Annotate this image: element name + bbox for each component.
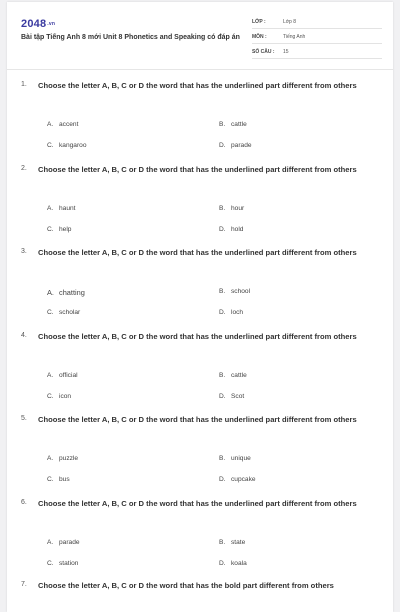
- option-b[interactable]: B. cattle: [219, 121, 247, 128]
- option-a[interactable]: A. parade: [47, 539, 80, 546]
- option-b[interactable]: B. state: [219, 539, 246, 546]
- question-number: 3.: [21, 248, 27, 255]
- option-a[interactable]: A. official: [47, 372, 78, 379]
- question-text: Choose the letter A, B, C or D the word that has the underlined part different from others: [38, 248, 357, 257]
- worksheet-header: [7, 2, 393, 68]
- option-c[interactable]: C. bus: [47, 476, 70, 483]
- count-value: 15: [283, 49, 289, 55]
- option-c[interactable]: C. station: [47, 560, 79, 567]
- option-c[interactable]: C. help: [47, 226, 72, 233]
- meta-subject: [252, 31, 382, 44]
- subject-label: MÔN :: [252, 34, 267, 40]
- option-d[interactable]: D. cupcake: [219, 476, 256, 483]
- class-label: LỚP :: [252, 19, 266, 25]
- question-number: 5.: [21, 415, 27, 422]
- option-a[interactable]: A. puzzle: [47, 455, 79, 462]
- header-divider: [7, 69, 393, 70]
- option-c[interactable]: C. icon: [47, 393, 72, 400]
- question-number: 2.: [21, 165, 27, 172]
- option-b[interactable]: B. unique: [219, 455, 251, 462]
- option-a[interactable]: A. chatting: [47, 288, 85, 297]
- option-b[interactable]: B. hour: [219, 205, 245, 212]
- option-d[interactable]: D. Scot: [219, 393, 245, 400]
- question-text: Choose the letter A, B, C or D the word that has the bold part different from others: [38, 581, 334, 590]
- subject-value: Tiếng Anh: [283, 34, 306, 40]
- document-title: Bài tập Tiếng Anh 8 mới Unit 8 Phonetics and Speaking có đáp án: [21, 34, 240, 41]
- question-text: Choose the letter A, B, C or D the word that has the underlined part different from others: [38, 415, 357, 424]
- option-d[interactable]: D. parade: [219, 142, 252, 149]
- question-text: Choose the letter A, B, C or D the word that has the underlined part different from others: [38, 332, 357, 341]
- option-a[interactable]: A. haunt: [47, 205, 76, 212]
- meta-question-count: [252, 46, 382, 59]
- option-d[interactable]: D. loch: [219, 309, 244, 316]
- option-c[interactable]: C. scholar: [47, 309, 81, 316]
- question-text: Choose the letter A, B, C or D the word that has the underlined part different from others: [38, 499, 357, 508]
- question-number: 1.: [21, 81, 27, 88]
- class-value: Lớp 8: [283, 19, 297, 25]
- count-label: SỐ CÂU :: [252, 49, 275, 55]
- question-number: 7.: [21, 581, 27, 588]
- option-c[interactable]: C. kangaroo: [47, 142, 87, 149]
- option-b[interactable]: B. school: [219, 288, 251, 295]
- site-logo[interactable]: 2048.vn: [21, 18, 56, 30]
- question-number: 6.: [21, 499, 27, 506]
- option-a[interactable]: A. accent: [47, 121, 79, 128]
- worksheet-page: [7, 2, 393, 612]
- question-number: 4.: [21, 332, 27, 339]
- question-text: Choose the letter A, B, C or D the word that has the underlined part different from others: [38, 165, 357, 174]
- meta-class: [252, 16, 382, 29]
- question-text: Choose the letter A, B, C or D the word that has the underlined part different from others: [38, 81, 357, 90]
- option-d[interactable]: D. koala: [219, 560, 247, 567]
- option-b[interactable]: B. cattle: [219, 372, 247, 379]
- option-d[interactable]: D. hold: [219, 226, 244, 233]
